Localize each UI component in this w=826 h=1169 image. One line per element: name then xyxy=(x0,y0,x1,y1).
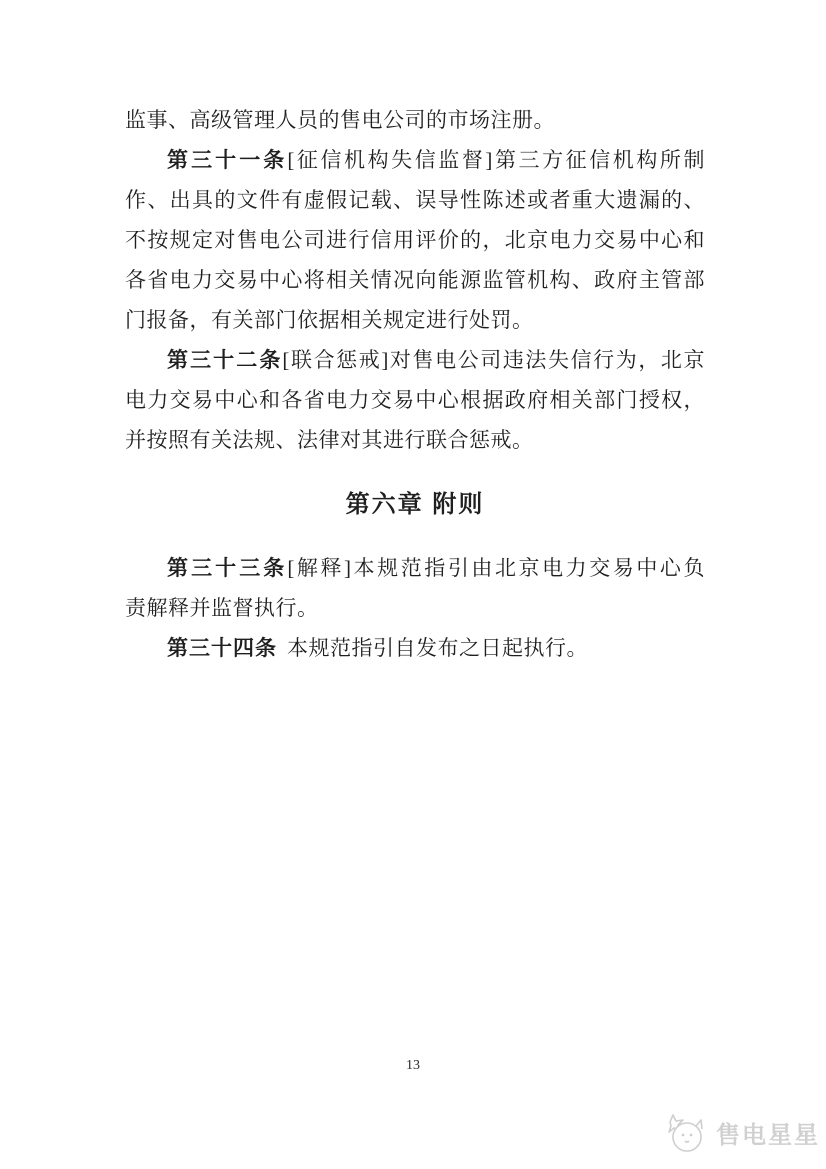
article-31-line-2: 作、出具的文件有虚假记载、误导性陈述或者重大遗漏的、 xyxy=(125,188,705,212)
article-32-text-start: [联合惩戒]对售电公司违法失信行为，北京 xyxy=(282,348,705,372)
article-31-line-1 xyxy=(125,140,705,180)
cat-star-logo-icon xyxy=(660,1108,708,1156)
article-31-line-4: 各省电力交易中心将相关情况向能源监管机构、政府主管部 xyxy=(125,268,705,292)
article-34-line-1 xyxy=(125,628,705,668)
article-33-line-2: 责解释并监督执行。 xyxy=(125,596,319,620)
article-32-line-2: 电力交易中心和各省电力交易中心根据政府相关部门授权， xyxy=(125,388,705,412)
article-32-number: 第三十二条 xyxy=(167,349,283,372)
article-32-line-3: 并按照有关法规、法律对其进行联合惩戒。 xyxy=(125,428,534,452)
page-number: 13 xyxy=(406,1058,420,1073)
article-33-text-start: [解释]本规范指引由北京电力交易中心负 xyxy=(287,556,705,580)
article-31-line-3: 不按规定对售电公司进行信用评价的，北京电力交易中心和 xyxy=(125,228,705,252)
article-31-text-start: [征信机构失信监督]第三方征信机构所制 xyxy=(287,148,705,172)
chapter-heading: 第六章 附则 xyxy=(345,491,485,518)
document-body xyxy=(125,100,705,668)
article-34-text: 本规范指引自发布之日起执行。 xyxy=(287,636,588,660)
article-34-number: 第三十四条 xyxy=(167,637,277,660)
article-31-number: 第三十一条 xyxy=(167,149,288,172)
watermark xyxy=(660,1108,820,1156)
watermark-text: 售电星星 xyxy=(716,1121,820,1149)
article-33-line-1 xyxy=(125,548,705,588)
article-32-line-1 xyxy=(125,340,705,380)
article-31-line-5: 门报备，有关部门依据相关规定进行处罚。 xyxy=(125,308,534,332)
article-33-number: 第三十三条 xyxy=(167,557,288,580)
paragraph-continuation-line: 监事、高级管理人员的售电公司的市场注册。 xyxy=(125,108,555,132)
